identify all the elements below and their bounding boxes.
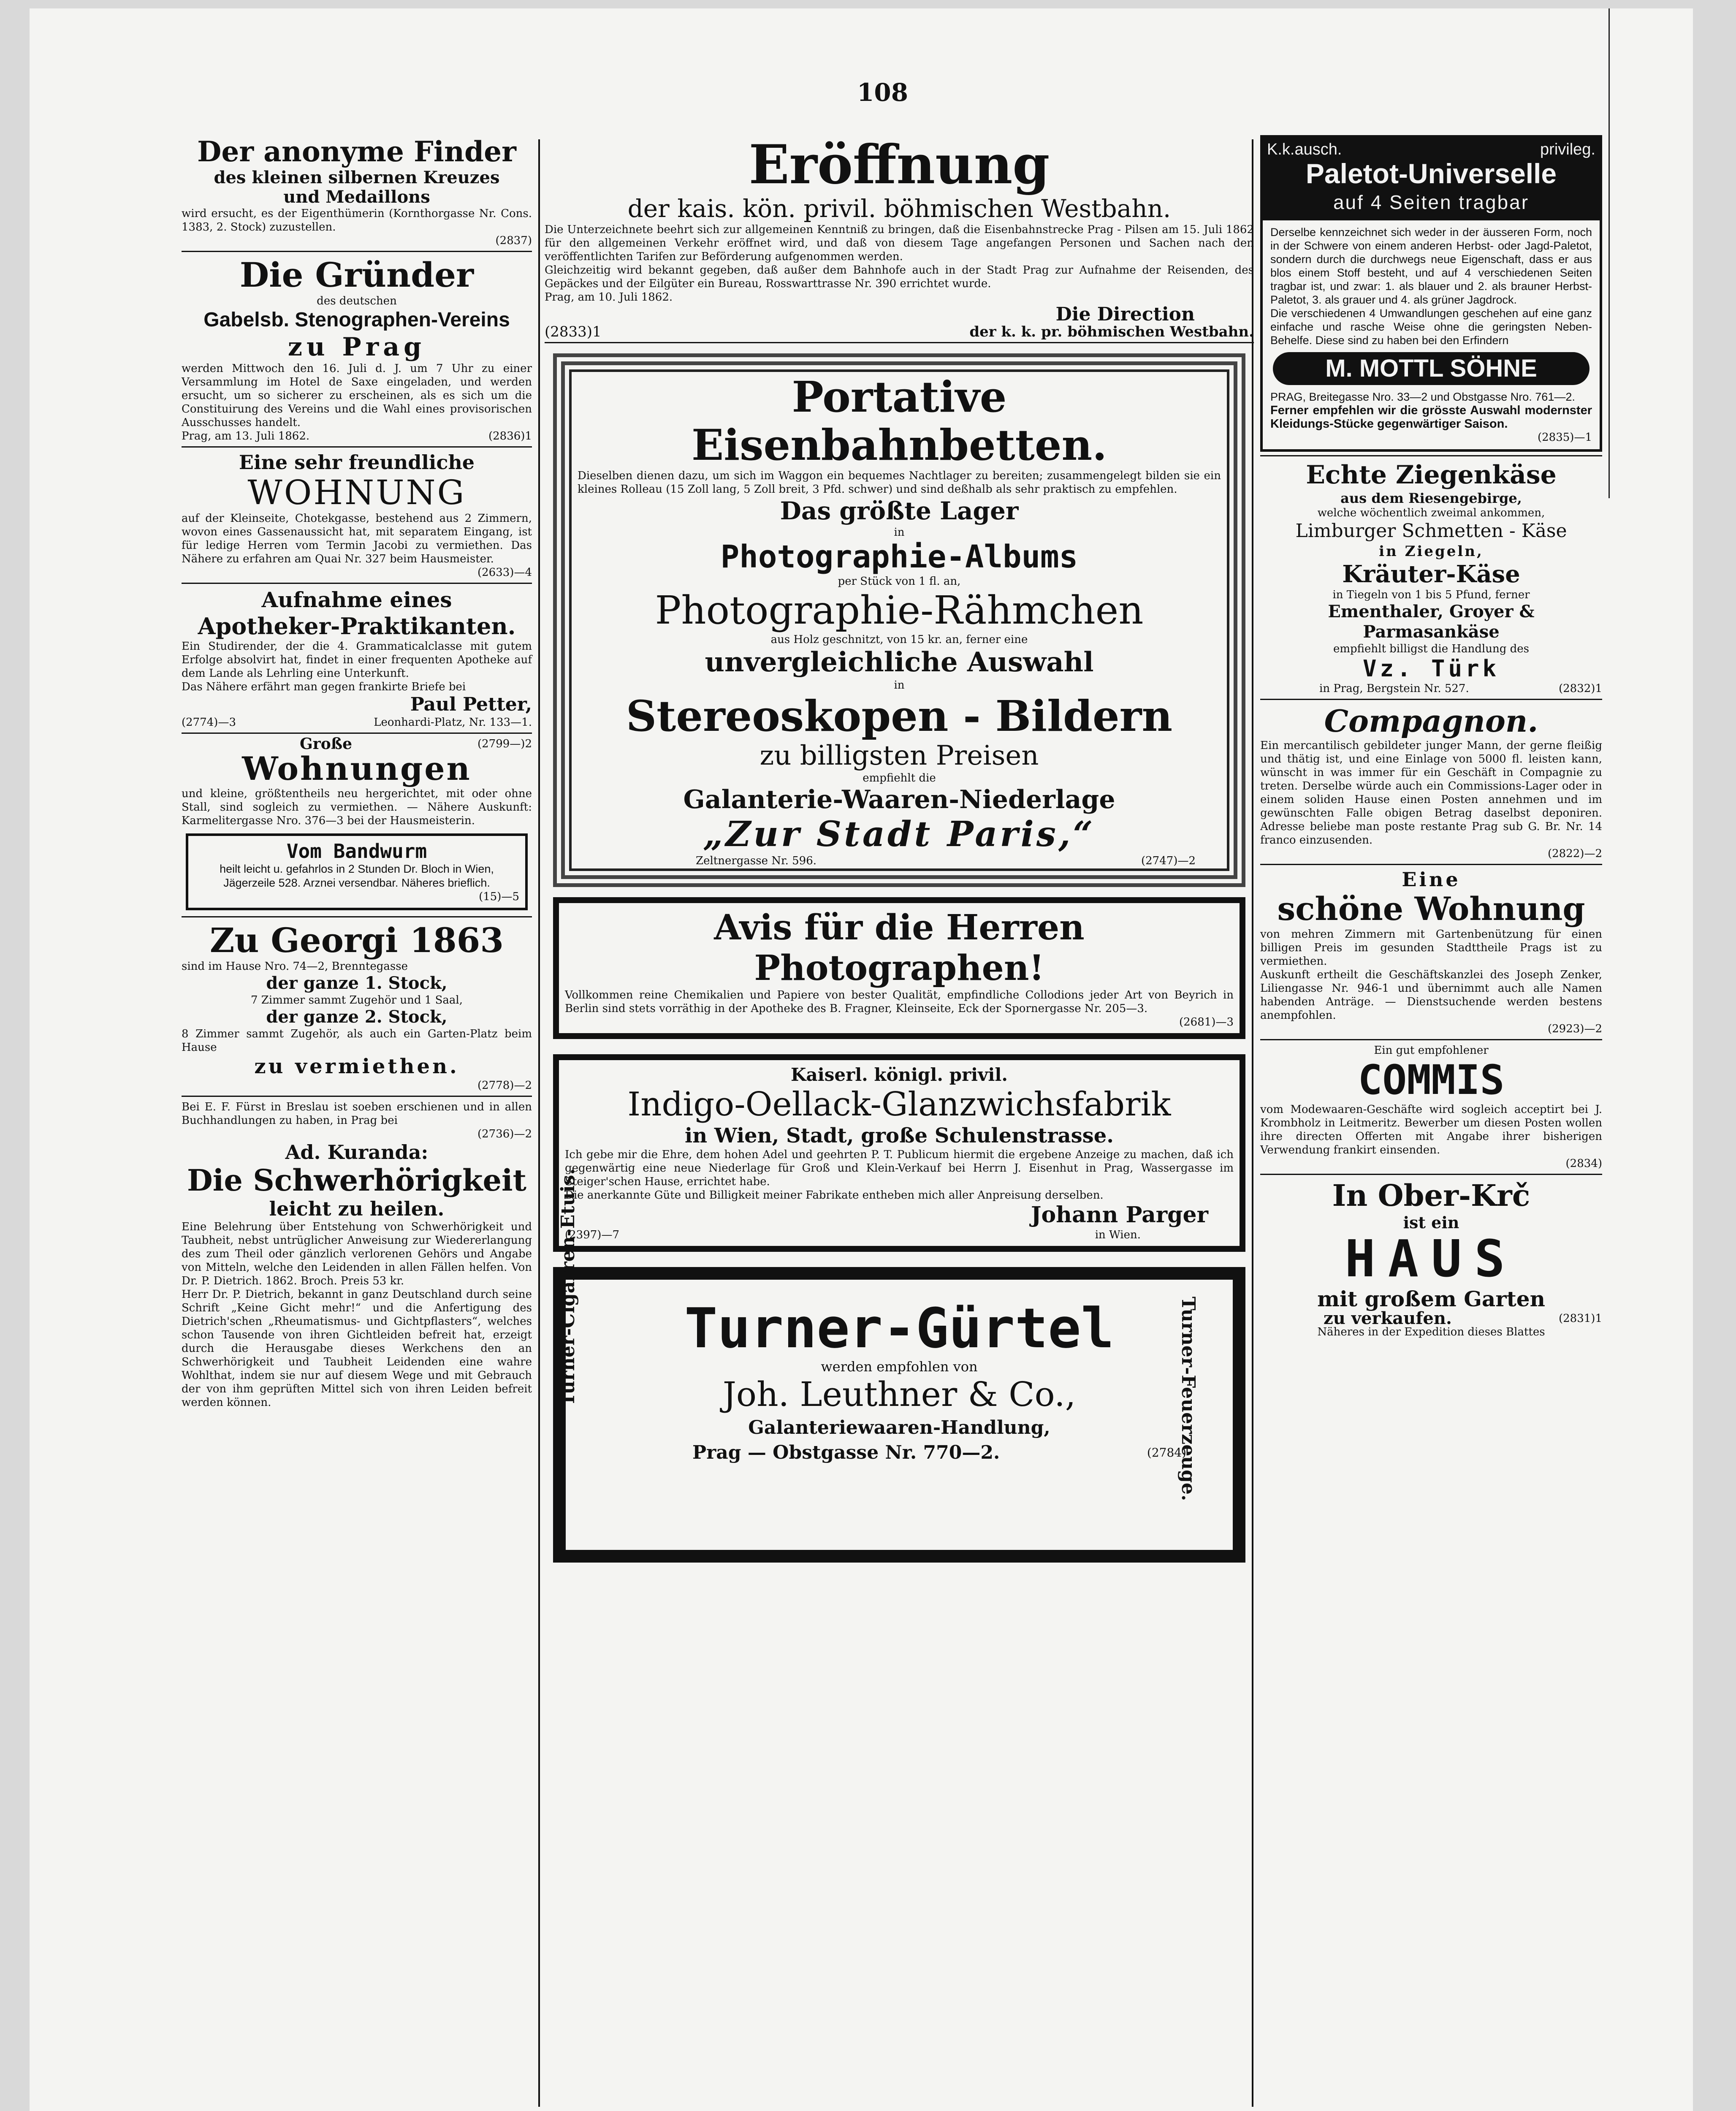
indigo-code: (2397)—7 [565, 1229, 619, 1241]
ad-commis [1260, 1044, 1602, 1170]
paris-body: Dieselben dienen dazu, um sich im Waggon ein bequemes Nachtlager zu bereiten; zusammengelegt bilden sie ein kleines Rolleau (15 Zoll lang, 5 Zoll breit, 3 Pfd. schwer) und sind deßhalb als sehr praktisch zu empfehlen. [578, 469, 1221, 496]
schoene-pre: Eine [1402, 868, 1461, 891]
schoene-title: schöne Wohnung [1277, 890, 1585, 928]
wohnung-body: auf der Kleinseite, Chotekgasse, bestehend aus 2 Zimmern, wovon eines Gassenaussicht hat, mit separatem Eingang, ist für ledige Herren vom Termin Jacobi zu vermiethen. Das Nähere zu erfahren am Quai Nr. 327 beim Hausmeister. [182, 512, 532, 565]
gruender-sub1: des deutschen [317, 295, 397, 307]
kaese-l1: welche wöchentlich zweimal ankommen, [1317, 507, 1545, 519]
haus-footer [1260, 1308, 1602, 1328]
schoene-body2: Auskunft ertheilt die Geschäftskanzlei des Joseph Zenker, Liliengasse Nr. 946-1 und übernimmt auch alle Namen habenden Anträge. — Dienstsuchende werden bestens anempfohlen. [1260, 969, 1602, 1022]
kaese-l7: empfiehlt billigst die Handlung des [1333, 643, 1530, 655]
turner-line2: Galanteriewaaren-Handlung, [748, 1417, 1050, 1438]
kaese-l4: Kräuter-Käse [1342, 560, 1520, 588]
turner-addr: Prag — Obstgasse Nr. 770—2. [692, 1442, 1000, 1463]
indigo-body: Ich gebe mir die Ehre, dem hohen Adel und geehrten P. T. Publicum hiermit die ergebene Anzeige zu machen, daß ich gegenwärtig eine neue Niederlage für Groß und Klein-Verkauf bei Herrn J. Eisenhut in Prag, Wassergasse im Steiger'schen Hause, errichtet habe. [565, 1148, 1234, 1188]
apotheker-name: Paul Petter, [410, 694, 532, 715]
indigo-name: Johann Parger [1031, 1202, 1208, 1228]
grosse-title: Wohnungen [242, 750, 472, 787]
georgi-line6: zu vermiethen. [254, 1055, 459, 1078]
eroeffnung-sign2: der k. k. pr. böhmischen Westbahn. [969, 323, 1254, 340]
divider [1260, 1174, 1602, 1175]
haus-code: (2831)1 [1559, 1312, 1602, 1325]
paris-footer [578, 854, 1221, 868]
divider [1260, 699, 1602, 700]
schwer-author: Ad. Kuranda: [285, 1141, 429, 1164]
kaese-l3: in Ziegeln, [1379, 543, 1484, 560]
paris-price1: per Stück von 1 fl. an, [838, 575, 961, 588]
paris-addr: Zeltnergasse Nr. 596. [696, 855, 816, 867]
commis-code: (2834) [1565, 1157, 1602, 1170]
eroeffnung-date: Prag, am 10. Juli 1862. [545, 291, 673, 304]
schwer-code: (2736)—2 [477, 1128, 532, 1140]
paris-rahmen: Photographie-Rähmchen [655, 588, 1144, 633]
apotheker-body: Ein Studirender, der die 4. Grammaticalclasse mit gutem Erfolge absolvirt hat, findet in einer frequenten Apotheke auf dem Lande als Lehrling eine Unterkunft. [182, 640, 532, 680]
gruender-code: (2836)1 [488, 430, 532, 442]
paletot-body: Derselbe kennzeichnet sich weder in der äusseren Form, noch in der Schwere von einem anderen Herbst- oder Jagd-Paletot, sondern durch die durchwegs neue Eigenschaft, dass er aus blos einem Stoff besteht, und auf 4 verschiedenen Seiten tragbar ist, und zwar: 1. als blauer und 2. als brauner Herbst-Paletot, 3. als grauer und 4. als grüner Jagdrock. [1270, 226, 1592, 306]
kaese-name: Vz. Türk [1362, 655, 1500, 682]
divider [1260, 455, 1602, 456]
paris-niederlage: Galanterie-Waaren-Niederlage [683, 785, 1115, 814]
paris-lager: Das größte Lager [780, 497, 1019, 525]
georgi-title: Zu Georgi 1863 [210, 920, 504, 960]
eroeffnung-code: (2833)1 [545, 323, 602, 340]
paris-in1: in [894, 526, 905, 539]
haus-title: In Ober-Krč [1332, 1178, 1530, 1213]
bandwurm-body: heilt leicht u. gefahrlos in 2 Stunden Dr. Bloch in Wien, Jägerzeile 528. Arznei versendbar. Näheres brieflich. [220, 863, 494, 889]
turner-footer [612, 1440, 1186, 1465]
gruender-footer [182, 429, 532, 443]
haus-l2: mit großem Garten [1317, 1286, 1545, 1311]
apotheker-code: (2774)—3 [182, 716, 236, 729]
paris-title: Portative Eisenbahnbetten. [691, 372, 1107, 470]
wohnung-title: WOHNUNG [247, 473, 466, 512]
divider [182, 446, 532, 448]
paletot-code: (2835)—1 [1538, 431, 1592, 444]
compagnon-body: Ein mercantilisch gebildeter junger Mann, der gerne fleißig und thätig ist, und eine Einlage von 5000 fl. leisten kann, wünscht in was immer für ein Geschäft in Compagnie zu treten. Derselbe würde auch ein Commissions-Lager oder in einem soliden Hause einen Posten annehmen und im gewünschten Falle obigen Betrag daselbst deponiren. Adresse beliebe man poste restante Prag sub G. Br. Nr. 14 franco einzusenden. [1260, 739, 1602, 847]
grosse-body: und kleine, größtentheils neu hergerichtet, mit oder ohne Stall, sind sogleich zu vermiethen. — Nähere Auskunft: Karmelitergasse Nro. 376—3 bei der Hausmeisterin. [182, 787, 532, 827]
schoene-code: (2923)—2 [1548, 1023, 1602, 1035]
georgi-line3: 7 Zimmer sammt Zugehör und 1 Saal, [251, 994, 463, 1007]
ad-apotheker [182, 587, 532, 729]
paletot-title: Paletot-Universelle [1305, 158, 1557, 189]
paletot-banner [1263, 138, 1600, 220]
kaese-code: (2832)1 [1559, 682, 1602, 695]
gruender-sub3: zu Prag [288, 332, 426, 362]
turner-title: Turner-Gürtel [684, 1296, 1114, 1360]
haus-l4: Näheres in der Expedition dieses Blattes [1317, 1326, 1545, 1338]
left-column [182, 135, 532, 1409]
wohnung-code: (2633)—4 [477, 566, 532, 579]
divider [1260, 1039, 1602, 1040]
haus-l3: zu verkaufen. [1324, 1308, 1452, 1328]
indigo-place: in Wien. [1095, 1229, 1141, 1241]
eroeffnung-body: Die Unterzeichnete beehrt sich zur allgemeinen Kenntniß zu bringen, daß die Eisenbahnstrecke Prag - Pilsen am 15. Juli 1862 für den allgemeinen Verkehr eröffnet wird, und daß von diesem Tage angefangen Personen und Sachen nach den veröffentlichten Tarifen zur Beförderung aufgenommen werden. [545, 223, 1254, 263]
gruender-sub2: Gabelsb. Stenographen-Vereins [203, 309, 510, 331]
indigo-sub: in Wien, Stadt, große Schulenstrasse. [685, 1124, 1114, 1148]
finder-line1: des kleinen silbernen Kreuzes [214, 168, 500, 187]
indigo-body2: Die anerkannte Güte und Billigkeit meiner Fabrikate entheben mich aller Anpreisung derselben. [565, 1189, 1104, 1202]
georgi-line2: der ganze 1. Stock, [266, 973, 448, 993]
gruender-body: werden Mittwoch den 16. Juli d. J. um 7 Uhr zu einer Versammlung im Hotel de Saxe eingeladen, und werden ersucht, um so sicherer zu erscheinen, als es sich um die Constituirung des Vereins und die Wahl eines provisorischen Ausschusses handelt. [182, 362, 532, 429]
paris-auswahl: unvergleichliche Auswahl [705, 646, 1094, 678]
paris-albums: Photographie-Albums [720, 539, 1078, 575]
kaese-sub: aus dem Riesengebirge, [1340, 490, 1522, 506]
georgi-line4: der ganze 2. Stock, [266, 1007, 448, 1027]
ad-bandwurm [186, 833, 528, 910]
apotheker-title2: Apotheker-Praktikanten. [198, 613, 516, 640]
indigo-title: Indigo-Oellack-Glanzwichsfabrik [627, 1085, 1171, 1123]
turner-side-right: Turner-Feuerzeuge. [1177, 1297, 1199, 1501]
divider [182, 916, 532, 917]
divider [182, 1096, 532, 1097]
ad-schoene-wohnung [1260, 868, 1602, 1036]
ad-avis-photographen [553, 897, 1245, 1039]
grosse-header [182, 737, 532, 751]
paletot-top-right: privileg. [1540, 141, 1595, 158]
eroeffnung-footer [545, 325, 1254, 339]
apotheker-title1: Aufnahme eines [261, 587, 452, 612]
kaese-footer [1260, 682, 1602, 695]
divider [182, 733, 532, 734]
turner-line1: werden empfohlen von [821, 1359, 978, 1375]
divider [1260, 864, 1602, 865]
ad-eroeffnung [545, 135, 1254, 339]
eroeffnung-sub: der kais. kön. privil. böhmischen Westbahn. [627, 194, 1171, 223]
column-rule-left [538, 139, 540, 2107]
georgi-line5: 8 Zimmer sammt Zugehör, als auch ein Garten-Platz beim Hause [182, 1028, 532, 1054]
ad-gruender [182, 255, 532, 443]
ad-indigo [553, 1054, 1245, 1252]
compagnon-title: Compagnon. [1324, 703, 1538, 739]
paletot-body3: Ferner empfehlen wir die grösste Auswahl modernster Kleidungs-Stücke gegenwärtiger Saison. [1270, 404, 1592, 431]
finder-code: (2837) [495, 234, 532, 247]
ad-grosse-wohnungen [182, 737, 532, 828]
paris-price2: aus Holz geschnitzt, von 15 kr. an, ferner eine [770, 633, 1028, 646]
paris-preise: zu billigsten Preisen [760, 740, 1039, 771]
ad-paletot [1260, 135, 1602, 452]
apotheker-footer [182, 716, 532, 729]
paris-code: (2747)—2 [1141, 855, 1196, 867]
paris-in2: in [894, 679, 905, 692]
ad-wohnung [182, 451, 532, 579]
divider [182, 251, 532, 252]
apotheker-addr: Leonhardi-Platz, Nr. 133—1. [374, 716, 532, 729]
ad-haus [1260, 1178, 1602, 1339]
schwer-title: Die Schwerhörigkeit [187, 1163, 526, 1198]
commis-pre: Ein gut empfohlener [1374, 1044, 1489, 1057]
finder-title: Der anonyme Finder [197, 135, 516, 168]
paletot-addr: PRAG, Breitegasse Nro. 33—2 und Obstgasse Nro. 761—2. [1270, 391, 1575, 403]
turner-side-left: Turner-Cigarren-Etuis. [557, 1168, 579, 1406]
paris-empf: empfiehlt die [863, 772, 936, 784]
haus-l1: ist ein [1403, 1213, 1459, 1232]
turner-firm: Joh. Leuthner & Co., [722, 1375, 1076, 1414]
kaese-l5: in Tiegeln von 1 bis 5 Pfund, ferner [1332, 589, 1530, 601]
right-column [1260, 135, 1602, 1339]
ad-georgi [182, 921, 532, 1092]
divider [182, 583, 532, 584]
kaese-l6: Ementhaler, Groyer & Parmasankäse [1328, 602, 1535, 642]
finder-body: wird ersucht, es der Eigenthümerin (Kornthorgasse Nr. Cons. 1383, 2. Stock) zuzustellen. [182, 207, 532, 233]
apotheker-body2: Das Nähere erfährt man gegen frankirte Briefe bei [182, 681, 466, 693]
paris-shop: „Zur Stadt Paris,“ [703, 814, 1096, 855]
indigo-pre: Kaiserl. königl. privil. [791, 1064, 1008, 1085]
schwer-body: Eine Belehrung über Entstehung von Schwerhörigkeit und Taubheit, nebst untrüglicher Anweisung zur Wiedererlangung des zum Theil oder gänzlich verlorenen Gehörs und Angabe von Mitteln, welche den Leidenden in allen Fällen helfen. Von Dr. P. Dietrich. 1862. Broch. Preis 53 kr. [182, 1221, 532, 1287]
avis-body: Vollkommen reine Chemikalien und Papiere von bester Qualität, empfindliche Collodions jeder Art von Beyrich in Berlin sind stets vorräthig in der Apotheke des B. Fragner, Kleinseite, Eck der Spornergasse Nr. 205—3. [565, 989, 1234, 1015]
wohnung-pre: Eine sehr freundliche [239, 451, 475, 474]
georgi-line1: sind im Hause Nro. 74—2, Brenntegasse [182, 960, 408, 973]
paris-stereo: Stereoskopen - Bildern [626, 691, 1173, 741]
ad-schwerhoerigkeit [182, 1100, 532, 1409]
commis-body: vom Modewaaren-Geschäfte wird sogleich acceptirt bei J. Krombholz in Leitmeritz. Bewerber um diesen Posten wollen ihre directen Offerten mit Angabe ihrer bisherigen Verwendung frankirt einsenden. [1260, 1103, 1602, 1156]
bandwurm-code: (15)—5 [479, 890, 519, 903]
right-edge-rule [1609, 8, 1610, 498]
ad-zur-stadt-paris [553, 353, 1245, 887]
haus-big: HAUS [1345, 1230, 1518, 1289]
schwer-title2: leicht zu heilen. [269, 1197, 445, 1220]
eroeffnung-sign1: Die Direction [1055, 304, 1195, 325]
ad-ziegenkaese [1260, 460, 1602, 695]
georgi-code: (2778)—2 [477, 1079, 532, 1092]
page-number: 108 [857, 78, 909, 107]
grosse-pre: Große [300, 735, 352, 753]
schoene-body: von mehren Zimmern mit Gartenbenützung für einen billigen Preis im gesunden Stadttheile Prags ist zu vermiethen. [1260, 928, 1602, 968]
schwer-body2: Herr Dr. P. Dietrich, bekannt in ganz Deutschland durch seine Schrift „Keine Gicht mehr!“ und die Anfertigung des Dietrich'schen „Rheumatismus- und Gichtpflasters“, welches schon Tausende von ihren Gichtleiden befreit hat, erzeigt durch die Herausgabe dieses Werkchens den an Schwerhörigkeit und Taubheit Leidenden eine wahre Wohlthat, indem sie nur auf diesem Wege und mit Gebrauch der von ihm geprüften Mittel sich von ihren Leiden befreit werden können. [182, 1288, 532, 1409]
finder-line2: und Medaillons [283, 187, 430, 207]
compagnon-code: (2822)—2 [1548, 847, 1602, 860]
bandwurm-title: Vom Bandwurm [286, 840, 427, 863]
avis-title: Avis für die Herren Photographen! [714, 907, 1085, 988]
kaese-l2: Limburger Schmetten - Käse [1295, 520, 1567, 542]
gruender-title: Die Gründer [239, 255, 474, 295]
paletot-firm: M. MOTTL SÖHNE [1273, 352, 1590, 385]
paletot-body2: Die verschiedenen 4 Umwandlungen geschehen auf eine ganz einfache und rasche Weise ohne die geringsten Neben-Behelfe. Diese sind zu haben bei den Erfindern [1270, 307, 1592, 347]
paletot-content [1263, 220, 1600, 449]
avis-code: (2681)—3 [1179, 1016, 1234, 1028]
turner-code: (2784) [1147, 1446, 1186, 1460]
paletot-top [1267, 143, 1595, 156]
paletot-top-left: K.k.ausch. [1267, 141, 1342, 158]
commis-title: COMMIS [1358, 1056, 1505, 1104]
schwer-intro: Bei E. F. Fürst in Breslau ist soeben erschienen und in allen Buchhandlungen zu haben, in Prag bei [182, 1101, 532, 1127]
middle-column [545, 135, 1254, 1575]
indigo-footer [565, 1228, 1234, 1242]
gruender-date: Prag, am 13. Juli 1862. [182, 430, 310, 442]
eroeffnung-title: Eröffnung [749, 133, 1050, 196]
grosse-code: (2799—)2 [477, 738, 532, 750]
kaese-title: Echte Ziegenkäse [1306, 460, 1557, 490]
eroeffnung-body2: Gleichzeitig wird bekannt gegeben, daß außer dem Bahnhofe auch in der Stadt Prag zur Aufnahme der Reisenden, des Gepäckes und der Eilgüter ein Bureau, Rosswarttrasse Nr. 390 errichtet wurde. [545, 264, 1254, 290]
ad-compagnon [1260, 703, 1602, 860]
kaese-addr: in Prag, Bergstein Nr. 527. [1319, 682, 1469, 695]
divider [545, 342, 1254, 343]
paletot-sub: auf 4 Seiten tragbar [1333, 191, 1530, 213]
ad-finder [182, 135, 532, 247]
